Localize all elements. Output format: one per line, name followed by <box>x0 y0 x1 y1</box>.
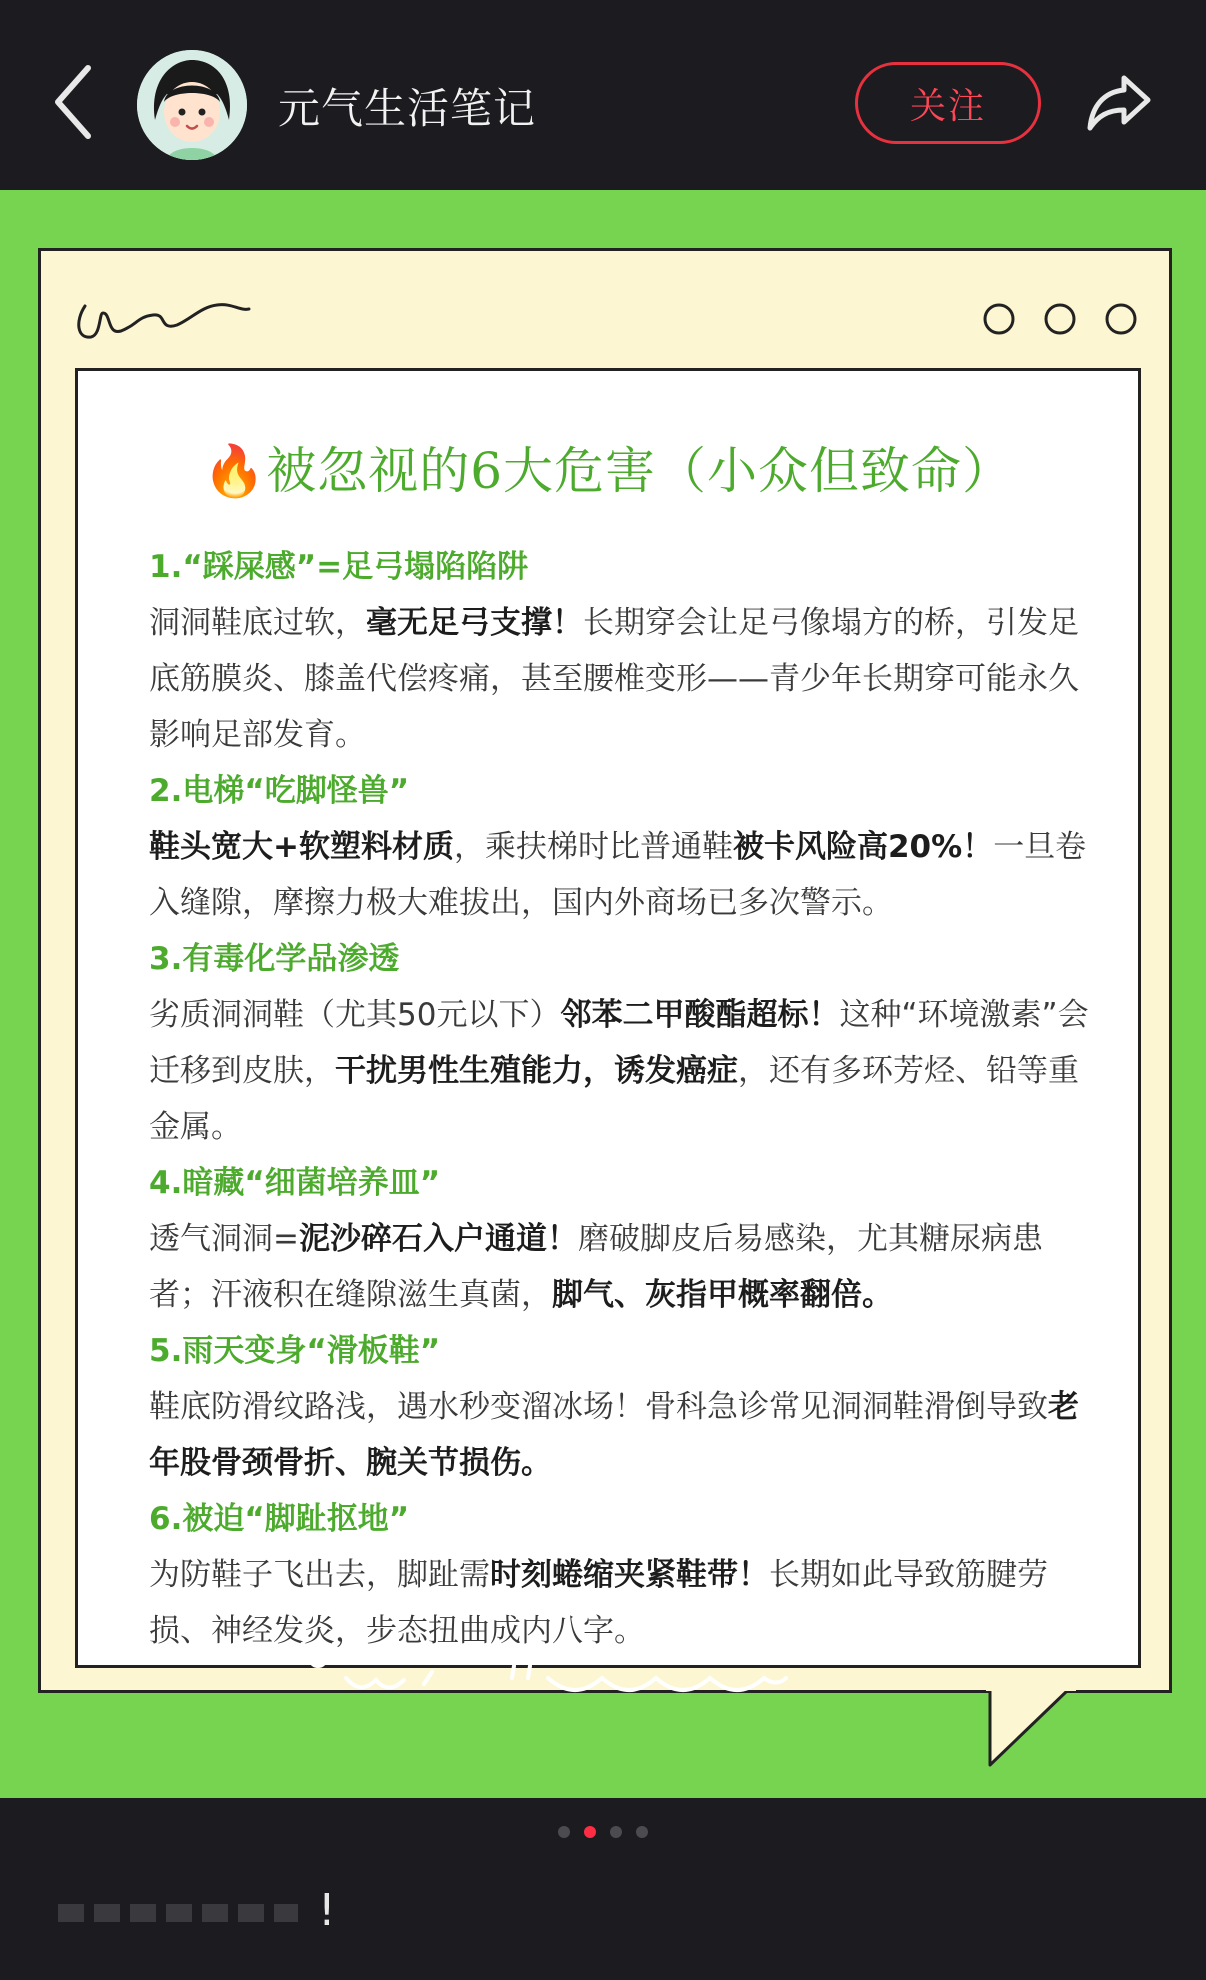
post-title-text: 被忽视的6大危害（小众但致命） <box>266 442 1014 500</box>
emphasis-text: 毫无足弓支撑！ <box>366 605 583 641</box>
carousel-dot[interactable] <box>610 1826 622 1838</box>
body-text: 一旦卷入缝隙，摩擦力极大难拔出，国内外商场已多次警示。 <box>149 829 1087 921</box>
top-bar <box>0 0 1206 190</box>
carousel-dot[interactable] <box>584 1826 596 1838</box>
body-text: 劣质洞洞鞋（尤其50元以下） <box>149 997 561 1033</box>
body-text: 洞洞鞋底过软， <box>149 605 366 641</box>
emphasis-text: 邻苯二甲酸酯超标！ <box>560 997 840 1033</box>
carousel-dot[interactable] <box>636 1826 648 1838</box>
bubble-tail <box>0 190 1206 1798</box>
body-text: 这种“环境激素”会迁移到皮肤， <box>149 997 1089 1089</box>
post-caption <box>58 1885 336 1936</box>
fire-icon: 🔥 <box>202 442 267 500</box>
emphasis-text: 鞋头宽大+软塑料材质 <box>149 829 454 865</box>
author-name[interactable]: 元气生活笔记 <box>278 84 537 133</box>
section-heading: 1.“踩屎感”=足弓塌陷陷阱 <box>149 549 529 585</box>
share-arrow-icon[interactable] <box>1084 70 1154 134</box>
body-text: 为防鞋子飞出去，脚趾需 <box>149 1557 490 1593</box>
chevron-left-icon[interactable] <box>48 62 100 142</box>
caption-text: ! <box>318 1885 336 1936</box>
emphasis-text: 干扰男性生殖能力，诱发癌症 <box>335 1053 738 1089</box>
carousel-indicator <box>0 1826 1206 1846</box>
body-text: 长期如此导致筋腱劳损、神经发炎，步态扭曲成内八字。 <box>149 1557 1048 1649</box>
post-image[interactable] <box>0 190 1206 1798</box>
body-text: 鞋底防滑纹路浅，遇水秒变溜冰场！骨科急诊常见洞洞鞋滑倒导致 <box>149 1389 1048 1425</box>
caption-blurred-text <box>58 1904 298 1922</box>
body-text: 长期穿会让足弓像塌方的桥，引发足底筋膜炎、膝盖代偿疼痛，甚至腰椎变形——青少年长期穿可能永久影响足部发育。 <box>149 605 1079 753</box>
section-heading: 6.被迫“脚趾抠地” <box>149 1501 410 1537</box>
section-heading: 2.电梯“吃脚怪兽” <box>149 773 410 809</box>
follow-button[interactable]: 关注 <box>855 62 1041 144</box>
section-heading: 3.有毒化学品渗透 <box>149 941 400 977</box>
emphasis-text: 老年股骨颈骨折、腕关节损伤。 <box>149 1389 1079 1481</box>
body-text: ，还有多环芳烃、铅等重金属。 <box>149 1053 1079 1145</box>
carousel-dot[interactable] <box>558 1826 570 1838</box>
body-text: ，乘扶梯时比普通鞋 <box>453 829 733 865</box>
emphasis-text: 被卡风险高20%！ <box>732 829 994 865</box>
section-heading: 5.雨天变身“滑板鞋” <box>149 1333 441 1369</box>
section-heading: 4.暗藏“细菌培养皿” <box>149 1165 441 1201</box>
emphasis-text: 泥沙碎石入户通道！ <box>298 1221 578 1257</box>
body-text: 透气洞洞= <box>149 1221 299 1257</box>
body-text: 磨破脚皮后易感染，尤其糖尿病患者；汗液积在缝隙滋生真菌， <box>149 1221 1043 1313</box>
avatar[interactable] <box>137 50 247 160</box>
emphasis-text: 脚气、灰指甲概率翻倍。 <box>552 1277 893 1313</box>
emphasis-text: 时刻蜷缩夹紧鞋带！ <box>490 1557 769 1593</box>
